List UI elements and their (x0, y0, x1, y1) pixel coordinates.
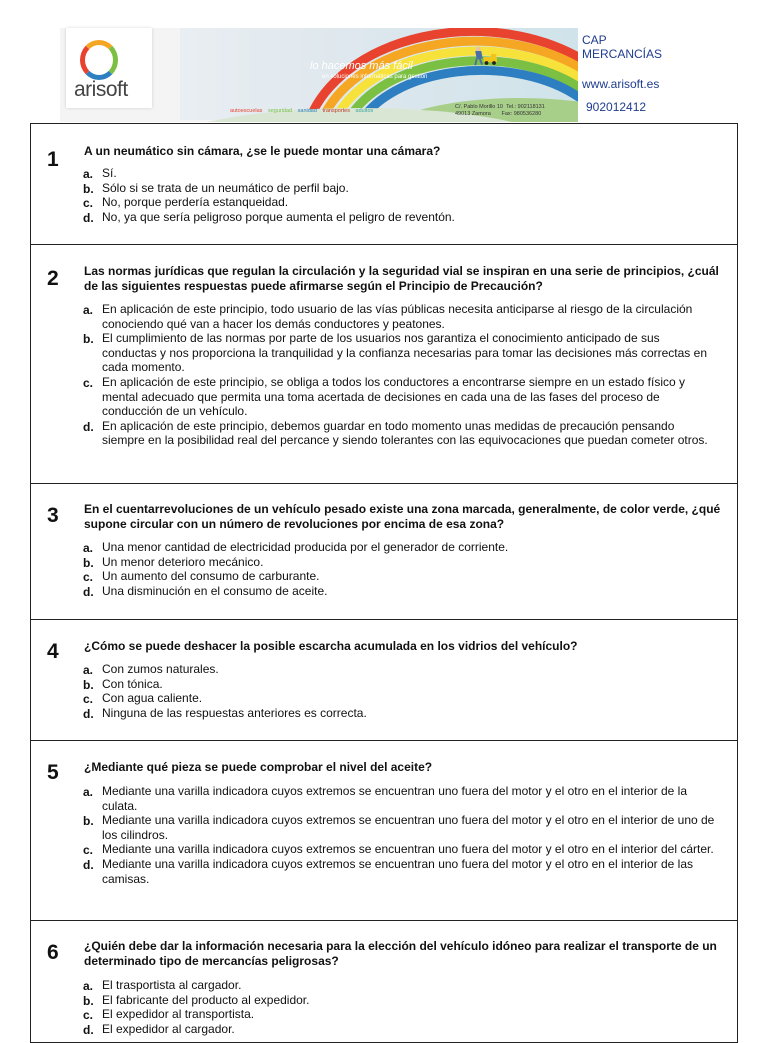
address-line-1: C/. Pablo Morillo 10 (455, 104, 503, 110)
address-line-2: 49013 Zamora (455, 111, 491, 117)
category-list (230, 108, 377, 114)
question-row-2 (31, 245, 737, 484)
question-row-1 (31, 124, 737, 245)
answer-d[interactable]: d. El expedidor al cargador. (83, 1021, 235, 1037)
side-title-line2: MERCANCÍAS (582, 47, 663, 61)
website-link[interactable]: www.arisoft.es (582, 77, 660, 91)
answer-c[interactable]: c. El expedidor al transportista. (83, 1007, 255, 1023)
answer-a[interactable]: a. Una menor cantidad de electricidad producida por el generador de corriente. (83, 540, 509, 555)
question-text: A un neumático sin cámara, ¿se le puede montar una cámara? (84, 144, 441, 158)
phone-number: 902012412 (586, 100, 647, 114)
answer-a[interactable]: a. En aplicación de este principio, todo usuario de las vías públicas necesita anticiparse al riesgo de la circulación conociendo qué van a hacer los demás conductores y peatones. (83, 302, 693, 331)
answer-list (83, 662, 715, 720)
answer-list (83, 784, 715, 886)
answer-b[interactable]: b. Sólo si se trata de un neumático de perfil bajo. (83, 180, 349, 196)
fax-text: Fax: 980536280 (501, 111, 542, 117)
slogan-subtitle: en soluciones informáticas para gestión (322, 74, 428, 80)
answer-c[interactable]: c. En aplicación de este principio, se obliga a todos los conductores a encontrarse siempre en un estado físico y mental adecuado que permita una toma acertada de decisiones en cada una de las fases del proceso de conducción de un vehículo. (83, 374, 686, 419)
question-number: 5 (47, 761, 59, 784)
question-table (30, 123, 738, 1043)
logo-ring-icon (80, 40, 118, 80)
question-row-3 (31, 484, 737, 620)
answer-a[interactable]: a. El trasportista al cargador. (83, 978, 242, 993)
answer-b[interactable]: b. Mediante una varilla indicadora cuyos extremos se encuentran uno fuera del motor y el otro en el interior de uno de los cilindros. (83, 813, 715, 842)
category-sanidad: sanidad (297, 108, 317, 114)
side-info (582, 33, 662, 114)
answer-a[interactable]: a. Sí. (83, 166, 117, 181)
child-with-truck-image (470, 32, 500, 82)
answer-a[interactable]: a. Con zumos naturales. (83, 662, 219, 677)
category-seguridad: seguridad (267, 108, 293, 114)
question-number: 3 (47, 504, 59, 527)
answer-c[interactable]: c. No, porque perdería estanqueidad. (83, 195, 289, 211)
question-number: 1 (47, 148, 59, 171)
question-text: Las normas jurídicas que regulan la circulación y la seguridad vial se inspiran en una serie de principios, ¿cuál de las siguientes respuestas puede afirmarse según el Principio de Precaución? (84, 264, 719, 293)
answer-d[interactable]: d. Una disminución en el consumo de aceite. (83, 583, 328, 599)
answer-list (83, 302, 715, 448)
answer-c[interactable]: c. Mediante una varilla indicadora cuyos extremos se encuentran uno fuera del motor y el otro en el interior del cárter. (83, 842, 714, 858)
question-text: ¿Mediante qué pieza se puede comprobar el nivel del aceite? (84, 760, 433, 774)
answer-c[interactable]: c. Con agua caliente. (83, 691, 203, 707)
category-adultos: adultos (355, 108, 374, 114)
slogan: lo hacemos más fácil (310, 60, 413, 72)
question-text: En el cuentarrevoluciones de un vehículo pesado existe una zona marcada, generalmente, de color verde, ¿qué supone circular con un número de revoluciones por encima de esa zona? (84, 502, 721, 531)
tel-text: Tel.: 902118131 (506, 104, 545, 110)
answer-d[interactable]: d. No, ya que sería peligroso porque aumenta el peligro de reventón. (83, 209, 455, 225)
side-title-line1: CAP (582, 33, 607, 47)
category-transportes: transportes (322, 108, 350, 114)
answer-d[interactable]: d. Ninguna de las respuestas anteriores es correcta. (83, 705, 367, 721)
answer-c[interactable]: c. Un aumento del consumo de carburante. (83, 569, 320, 585)
answer-b[interactable]: b. Un menor deterioro mecánico. (83, 554, 264, 570)
logo-text: arisoft (74, 78, 128, 101)
answer-b[interactable]: b. El fabricante del producto al expedidor. (83, 992, 310, 1008)
question-row-4 (31, 620, 737, 741)
address-block (455, 104, 545, 118)
category-autoescuelas: autoescuelas (230, 108, 263, 114)
question-number: 6 (47, 941, 59, 964)
question-text: ¿Quién debe dar la información necesaria para la elección del vehículo idóneo para realizar el transporte de un determinado tipo de mercancías peligrosas? (84, 939, 717, 968)
question-text: ¿Cómo se puede deshacer la posible escarcha acumulada en los vidrios del vehículo? (84, 639, 578, 653)
answer-b[interactable]: b. El cumplimiento de las normas por parte de los usuarios nos garantiza el conocimiento anticipado de sus conductas y nos proporciona la tranquilidad y la confianza necesarias para tomar las decisiones más correctas en cada momento. (83, 331, 707, 375)
arisoft-logo (66, 28, 152, 108)
answer-list (83, 978, 715, 1036)
answer-d[interactable]: d. Mediante una varilla indicadora cuyos extremos se encuentran uno fuera del motor y el otro en el interior de las camisas. (83, 856, 693, 886)
question-number: 4 (47, 640, 59, 663)
answer-b[interactable]: b. Con tónica. (83, 676, 163, 692)
question-row-5 (31, 741, 737, 921)
answer-a[interactable]: a. Mediante una varilla indicadora cuyos extremos se encuentran uno fuera del motor y el otro en el interior de la culata. (83, 784, 687, 813)
question-number: 2 (47, 267, 59, 290)
answer-d[interactable]: d. En aplicación de este principio, debemos guardar en todo momento unas medidas de precaución pensando siempre en la posibilidad real del percance y siendo tolerantes con las equivocaciones que puedan cometer otros. (83, 418, 708, 448)
answer-list (83, 540, 715, 598)
answer-list (83, 166, 715, 224)
